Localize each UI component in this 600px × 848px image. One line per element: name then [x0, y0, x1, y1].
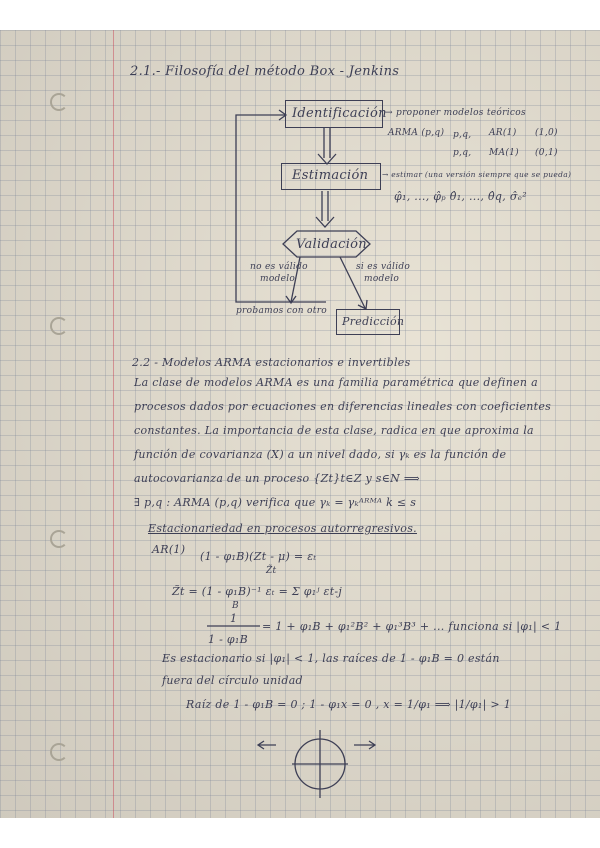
- root-line: Raíz de 1 - φ₁B = 0 ; 1 - φ₁x = 0 , x = 1/φ₁ ⟹ |1/φ₁| > 1: [186, 698, 512, 711]
- ar-label: AR(1): [489, 128, 517, 138]
- paragraph-line: autocovarianza de un proceso {Zt}t∈Z y s∈N ⟹: [134, 472, 420, 485]
- prediction-label: Predicción: [342, 315, 405, 328]
- ma-order: (0,1): [535, 148, 558, 158]
- subsection-title: Estacionariedad en procesos autorregresivos.: [148, 522, 417, 535]
- equation-1-sub: Z̃t: [266, 566, 277, 576]
- parameters: φ̂₁, ..., φ̂ₚ θ̂₁, ..., θ̂q, σ̂ₑ²: [394, 190, 527, 203]
- stationary-line-2: fuera del círculo unidad: [162, 674, 303, 687]
- pq-label: p,q,: [453, 130, 472, 140]
- equation-3: = 1 + φ₁B + φ₁²B² + φ₁³B³ + ... funciona si |φ₁| < 1: [262, 620, 562, 633]
- valid-label: si es válido: [356, 262, 411, 272]
- ar1-label: AR(1): [152, 543, 186, 556]
- paragraph-line: ∃ p,q : ARMA (p,q) verifica que γₖ = γₖᴬᴿᴹᴬ k ≤ s: [134, 496, 417, 509]
- section1-title: 2.1.- Filosofía del método Box - Jenkins: [130, 64, 400, 79]
- equation-2: Z̃t = (1 - φ₁B)⁻¹ εₜ = Σ φ₁ʲ εt-j: [172, 585, 343, 598]
- ma-label: MA(1): [489, 148, 519, 158]
- estimation-label: Estimación: [292, 168, 369, 183]
- arma-label: ARMA (p,q): [388, 128, 445, 138]
- equation-2-sub: B: [232, 601, 239, 611]
- paragraph-line: función de covarianza (X) a un nivel dado, si γₖ es la función de: [134, 448, 507, 461]
- valid-label-2: modelo: [364, 274, 400, 284]
- paragraph-line: procesos dados por ecuaciones en diferencias lineales con coeficientes: [134, 400, 552, 413]
- try-other-label: probamos con otro: [236, 306, 328, 316]
- pq-label-2: p,q,: [453, 148, 472, 158]
- fraction-numerator: 1: [230, 612, 238, 625]
- section2-title: 2.2 - Modelos ARMA estacionarios e invertibles: [132, 356, 411, 369]
- not-valid-label-2: modelo: [260, 274, 296, 284]
- estimate-note: → estimar (una versión siempre que se pueda): [382, 170, 572, 179]
- fraction-denominator: 1 - φ₁B: [208, 633, 249, 646]
- ar-order: (1,0): [535, 128, 558, 138]
- propose-note: → proponer modelos teóricos: [385, 108, 526, 118]
- identification-label: Identificación: [292, 106, 387, 121]
- equation-1: (1 - φ₁B)(Zt - μ) = εₜ: [200, 550, 317, 563]
- stationary-line-1: Es estacionario si |φ₁| < 1, las raíces de 1 - φ₁B = 0 están: [162, 652, 500, 665]
- validation-label: Validación: [296, 237, 367, 252]
- not-valid-label: no es válido: [250, 262, 308, 272]
- paragraph-line: constantes. La importancia de esta clase, radica en que aproxima la: [134, 424, 534, 437]
- paragraph-line: La clase de modelos ARMA es una familia paramétrica que definen a: [134, 376, 538, 389]
